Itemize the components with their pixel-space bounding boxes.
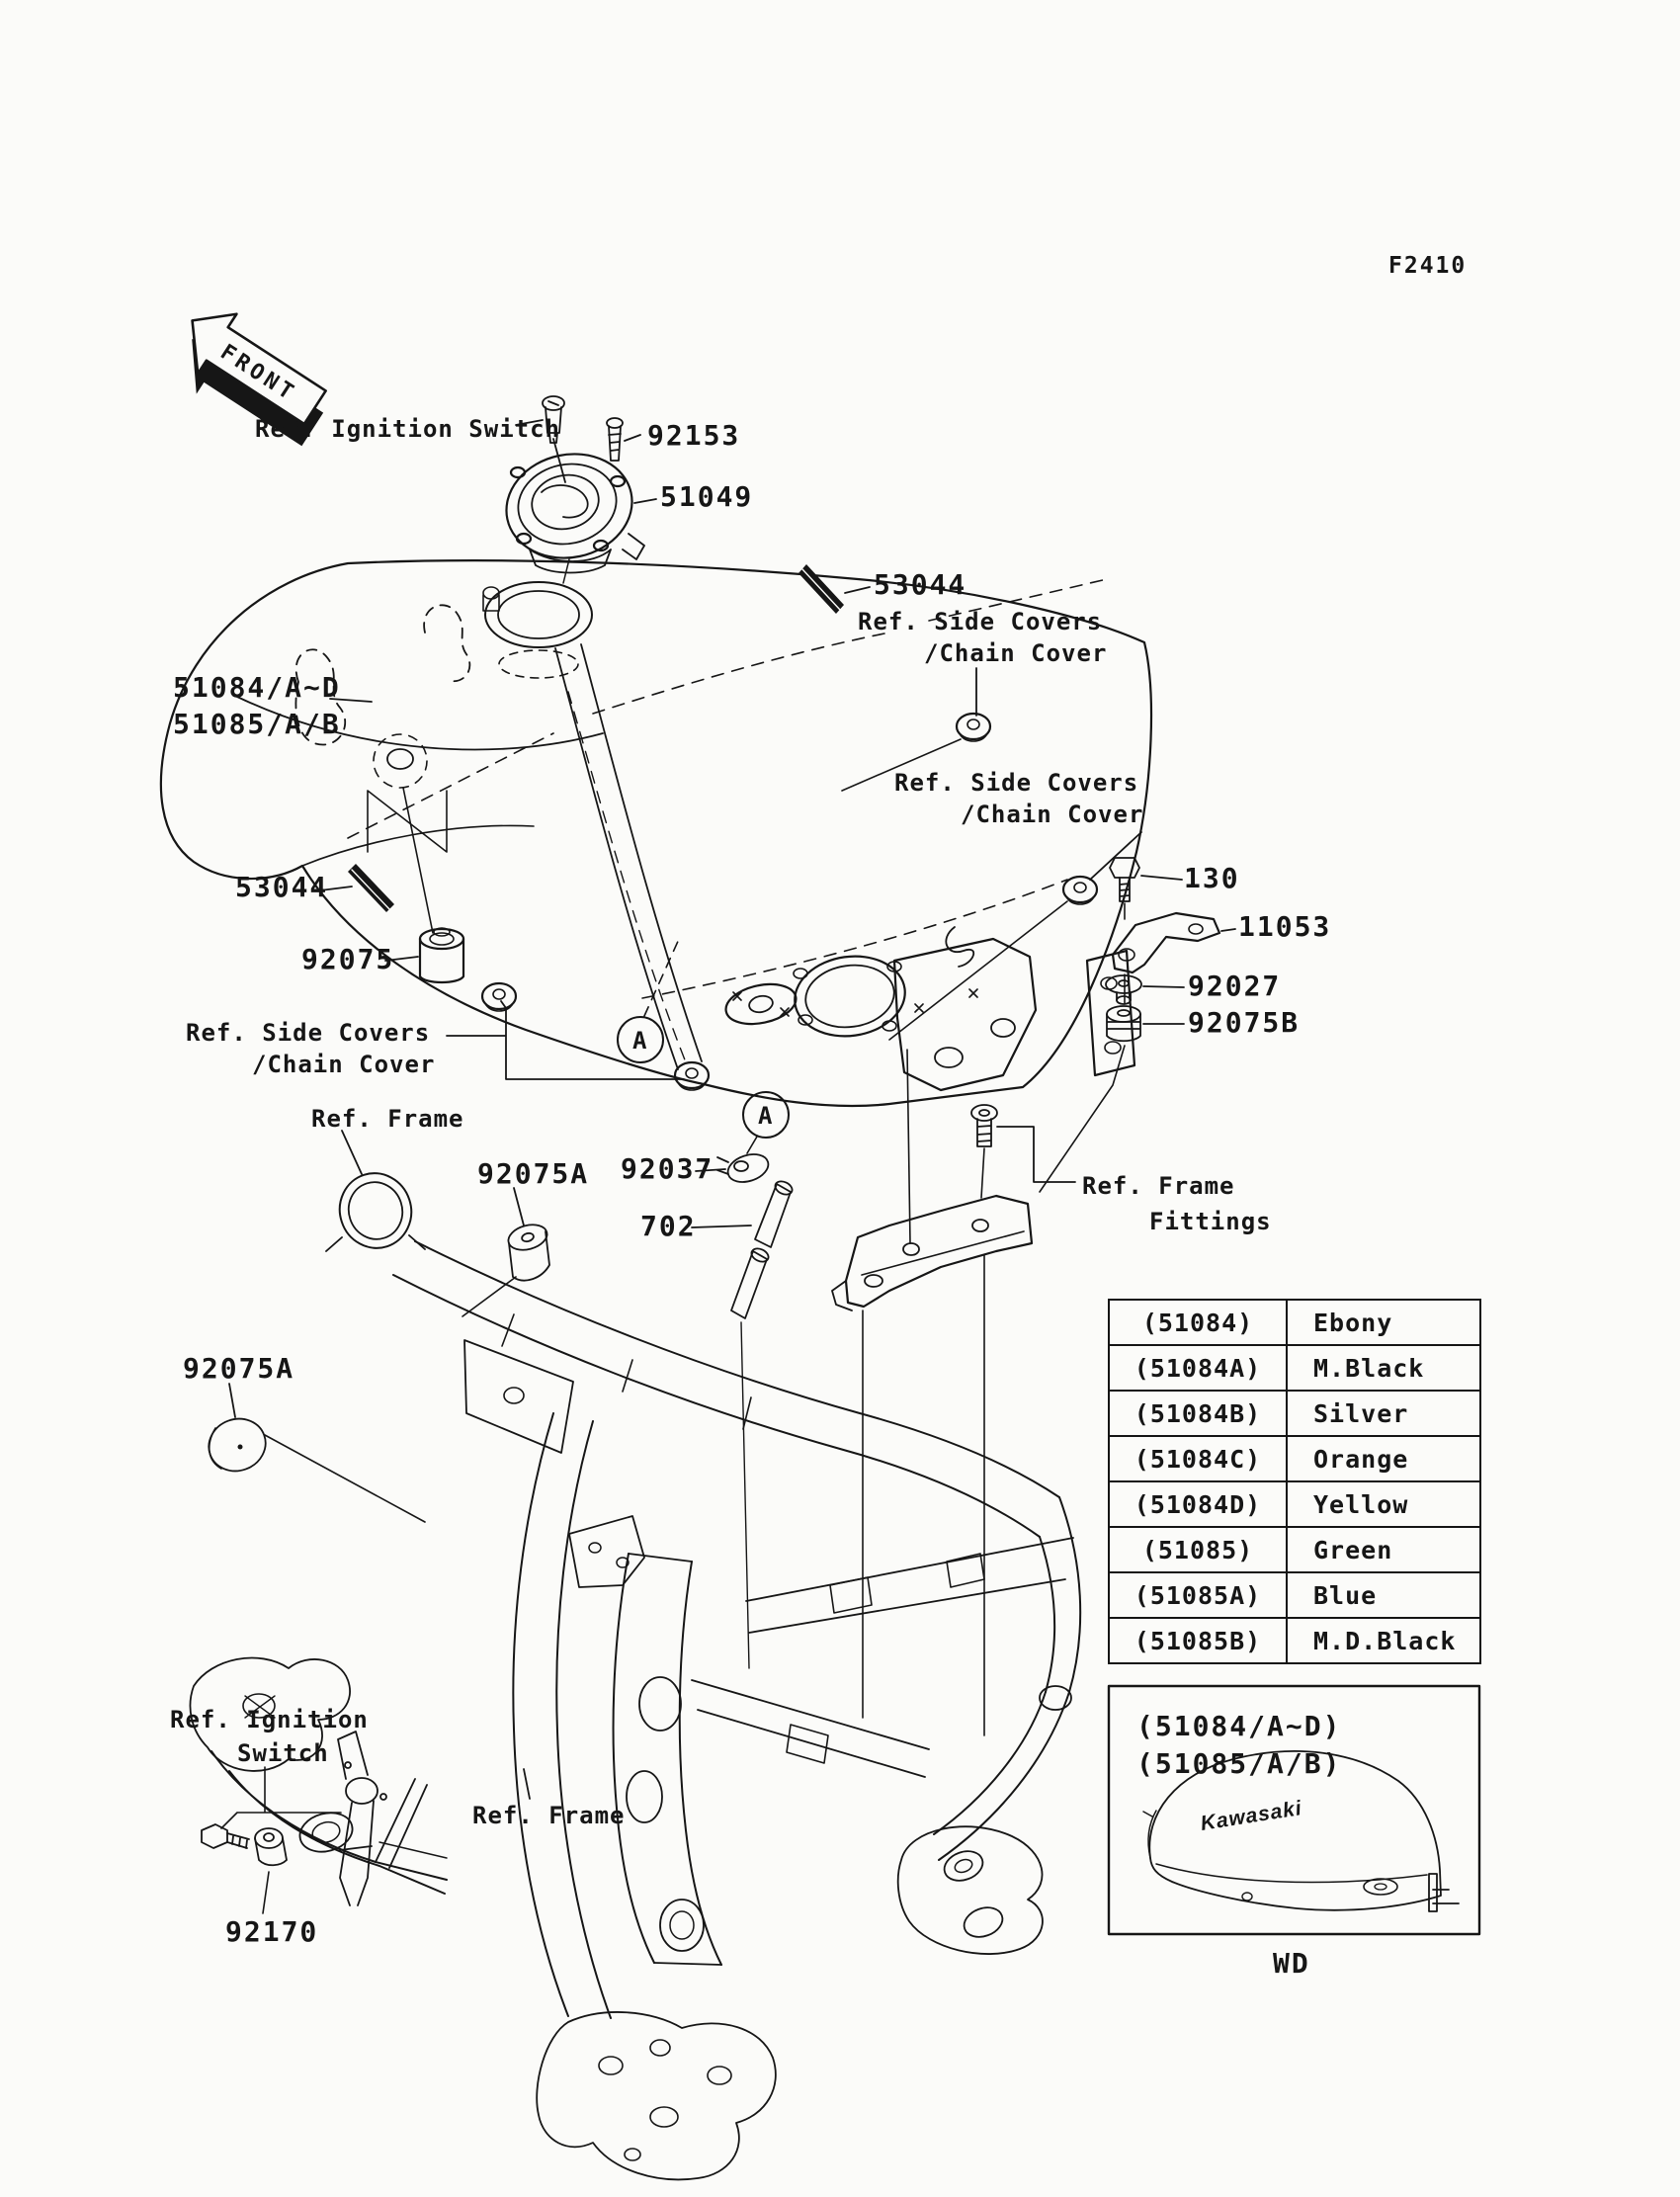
- part-code-cell: (51084B): [1109, 1391, 1287, 1436]
- leader-51049: [634, 499, 656, 503]
- watermark-wd: WD: [1273, 1947, 1310, 1980]
- detail-marker-a-tank: [618, 937, 680, 1062]
- color-name-cell: Silver: [1287, 1391, 1480, 1436]
- label-92027: 92027: [1188, 970, 1282, 1002]
- label-ref-ignition-2b: Switch: [237, 1739, 329, 1767]
- part-code-cell: (51085A): [1109, 1572, 1287, 1618]
- damper-92075b-drawing: [1107, 1006, 1184, 1041]
- label-92075b: 92075B: [1188, 1006, 1301, 1039]
- label-92075a-left: 92075A: [183, 1352, 295, 1385]
- label-92037: 92037: [621, 1152, 714, 1185]
- label-ref-ignition-switch-top: Ref. Ignition Switch: [255, 415, 560, 443]
- table-row: [1109, 1481, 1480, 1527]
- inset-emblem: [1364, 1879, 1397, 1895]
- table-row: [1109, 1618, 1480, 1663]
- part-code-cell: (51084C): [1109, 1436, 1287, 1481]
- color-name-cell: Green: [1287, 1527, 1480, 1572]
- leader-fastener-stack: [1040, 903, 1125, 1192]
- leader-ref-frame-bottom: [524, 1769, 530, 1799]
- inset-clamp: [1429, 1874, 1459, 1911]
- color-code-table: [1108, 1299, 1481, 1664]
- label-ref-frame-mid: Ref. Frame: [311, 1105, 464, 1133]
- label-ref-side-covers-2b: /Chain Cover: [961, 801, 1144, 828]
- bolt-130-drawing: [1110, 858, 1182, 901]
- label-ref-side-covers-2a: Ref. Side Covers: [894, 769, 1139, 797]
- table-row: [1109, 1345, 1480, 1391]
- table-row: [1109, 1436, 1480, 1481]
- fitting-screw-drawing: [971, 1105, 997, 1146]
- inset-code-line2: (51085/A/B): [1136, 1747, 1342, 1780]
- label-702: 702: [640, 1210, 697, 1242]
- washer-92027-drawing: [1106, 975, 1184, 1004]
- figure-code: F2410: [1388, 253, 1468, 279]
- part-code-cell: (51084D): [1109, 1481, 1287, 1527]
- label-92075: 92075: [301, 943, 395, 975]
- front-arrow-label: FRONT: [215, 339, 301, 407]
- bracket-11053-drawing: [1113, 913, 1235, 972]
- label-ref-frame-bottom: Ref. Frame: [472, 1802, 626, 1829]
- fitting-bracket-drawing: [832, 1196, 1032, 1310]
- label-ref-side-covers-3b: /Chain Cover: [252, 1051, 436, 1078]
- label-92170: 92170: [225, 1915, 319, 1948]
- table-row: [1109, 1572, 1480, 1618]
- leader-vertical-4: [741, 1322, 749, 1668]
- color-name-cell: Blue: [1287, 1572, 1480, 1618]
- tank-mount-flange-drawing: [722, 939, 1134, 1090]
- grommet-tank-front: [482, 983, 516, 1011]
- label-ref-frame-fittings-2: Fittings: [1149, 1208, 1272, 1235]
- color-name-cell: Ebony: [1287, 1300, 1480, 1345]
- pipe-702-drawing: [692, 1179, 795, 1318]
- detail-marker-a-fitting-label: A: [758, 1102, 773, 1130]
- damper-92075a-left-drawing: [202, 1384, 425, 1522]
- leader-vertical-1: [907, 1050, 910, 1243]
- part-code-cell: (51085B): [1109, 1618, 1287, 1663]
- damper-92075-drawing: [385, 928, 463, 982]
- part-code-cell: (51084): [1109, 1300, 1287, 1345]
- label-92153: 92153: [647, 419, 741, 452]
- screw-92153-drawing: [607, 418, 623, 461]
- table-row: [1109, 1300, 1480, 1345]
- label-ref-ignition-2a: Ref. Ignition: [170, 1706, 369, 1733]
- grommet-side-cover-1: [957, 714, 990, 741]
- leader-cap-to-tank: [563, 559, 569, 583]
- label-53044-left: 53044: [235, 871, 329, 903]
- inset-code-line1: (51084/A~D): [1136, 1710, 1342, 1742]
- color-name-cell: M.Black: [1287, 1345, 1480, 1391]
- label-53044-top: 53044: [874, 568, 967, 601]
- damper-strip-53044-left: [320, 791, 447, 912]
- label-51084: 51084/A~D: [173, 671, 341, 704]
- grommet-tank-rear: [675, 1062, 709, 1090]
- label-92075a-top: 92075A: [477, 1157, 590, 1190]
- leader-grommet2-tank: [889, 901, 1067, 1040]
- color-name-cell: Yellow: [1287, 1481, 1480, 1527]
- label-51085: 51085/A/B: [173, 708, 341, 740]
- label-ref-side-covers-1b: /Chain Cover: [924, 639, 1108, 667]
- part-code-cell: (51084A): [1109, 1345, 1287, 1391]
- table-row: [1109, 1391, 1480, 1436]
- fuel-cap-drawing: [497, 443, 644, 573]
- frame-drawing: [190, 1164, 1080, 2180]
- color-name-cell: M.D.Black: [1287, 1618, 1480, 1663]
- leader-screw-to-bracket: [981, 1148, 984, 1198]
- grommet-side-cover-2: [1063, 877, 1097, 904]
- color-name-cell: Orange: [1287, 1436, 1480, 1481]
- label-11053: 11053: [1238, 910, 1332, 943]
- detail-marker-a-tank-label: A: [632, 1027, 647, 1055]
- leader-frame-fittings: [997, 1127, 1075, 1182]
- label-ref-side-covers-1a: Ref. Side Covers: [858, 608, 1103, 635]
- inset-brand-logo: Kawasaki: [1199, 1796, 1304, 1835]
- leader-side-cover-2: [1090, 832, 1141, 880]
- table-row: [1109, 1527, 1480, 1572]
- label-ref-side-covers-3a: Ref. Side Covers: [186, 1019, 431, 1047]
- damper-strip-53044-top: [798, 564, 870, 614]
- leader-ref-frame-mid: [342, 1131, 362, 1174]
- label-ref-frame-fittings-1: Ref. Frame: [1082, 1172, 1235, 1200]
- part-code-cell: (51085): [1109, 1527, 1287, 1572]
- label-130: 130: [1184, 862, 1240, 894]
- label-51049: 51049: [660, 480, 754, 513]
- leader-92153: [625, 435, 640, 441]
